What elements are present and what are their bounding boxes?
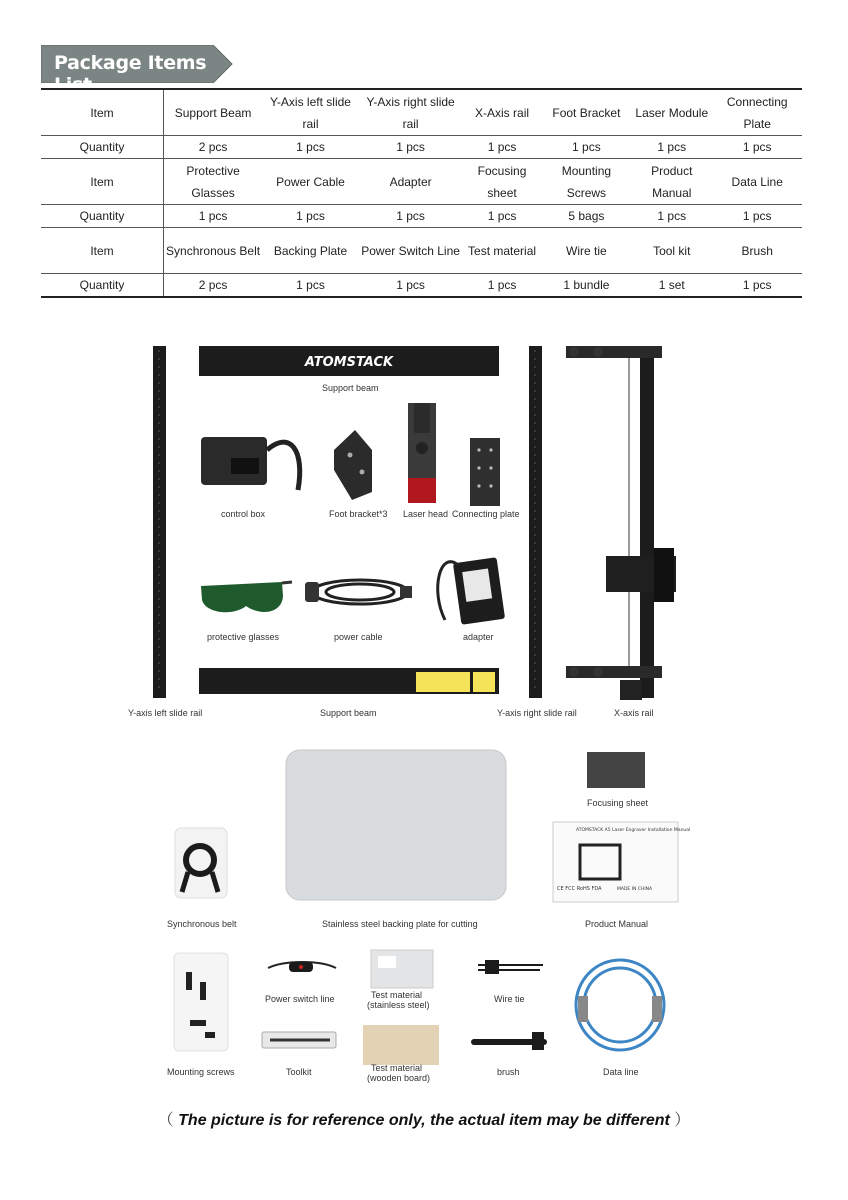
note-open-paren: （ [157, 1112, 174, 1129]
quantity-cell: 1 pcs [542, 136, 631, 159]
mounting-screws-image [174, 953, 228, 1051]
item-name-cell: Protective Glasses [164, 159, 263, 205]
quantity-cell: 2 pcs [164, 136, 263, 159]
focusing-sheet-image [587, 752, 645, 788]
item-name-cell: Tool kit [631, 228, 712, 274]
quantity-row [41, 136, 802, 159]
item-name-cell: Data Line [712, 159, 802, 205]
synchronous-belt-image [175, 828, 227, 898]
item-name-cell: Adapter [359, 159, 463, 205]
package-items-table [41, 88, 802, 298]
toolkit-image [262, 1032, 336, 1048]
caption-wire-tie: Wire tie [494, 994, 525, 1004]
x-axis-rail-image [566, 346, 676, 700]
quantity-cell: 1 set [631, 274, 712, 298]
caption-control-box: control box [221, 509, 266, 519]
manual-made-text: MADE IN CHINA [617, 887, 653, 892]
quantity-cell: 5 bags [542, 205, 631, 228]
caption-test-material-wood-sub: (wooden board) [367, 1073, 431, 1083]
quantity-cell: 1 pcs [712, 136, 802, 159]
quantity-cell: 1 pcs [262, 274, 359, 298]
quantity-cell: 1 pcs [462, 274, 541, 298]
item-name-cell: Y-Axis left slide rail [262, 89, 359, 136]
caption-data-line: Data line [603, 1067, 639, 1077]
quantity-cell: 1 pcs [262, 136, 359, 159]
quantity-cell: 1 pcs [359, 274, 463, 298]
manual-marks-text: CE FCC RoHS FDA [557, 886, 602, 892]
item-name-cell: Mounting Screws [542, 159, 631, 205]
disclaimer-note [0, 1107, 848, 1130]
quantity-cell: 1 pcs [359, 205, 463, 228]
quantity-cell: 1 pcs [359, 136, 463, 159]
backing-plate-image [286, 750, 506, 900]
quantity-row [41, 274, 802, 298]
item-name-cell: Focusing sheet [462, 159, 541, 205]
note-close-paren: ） [674, 1112, 691, 1129]
item-name-cell: Product Manual [631, 159, 712, 205]
quantity-cell: 1 bundle [542, 274, 631, 298]
support-beam-bottom-image [199, 668, 499, 694]
item-name-cell: Test material [462, 228, 541, 274]
item-name-cell: Support Beam [164, 89, 263, 136]
item-name-cell: Power Cable [262, 159, 359, 205]
product-manual-image [553, 822, 690, 902]
item-name-cell: Power Switch Line [359, 228, 463, 274]
wire-tie-image [478, 960, 543, 974]
protective-glasses-image [201, 582, 292, 612]
test-material-steel-image [371, 950, 433, 988]
adapter-image [438, 557, 505, 625]
brand-logo: ATOMSTACK [304, 355, 394, 370]
foot-bracket-image [334, 430, 372, 500]
item-row [41, 89, 802, 136]
caption-laser-head: Laser head [403, 509, 449, 519]
row-label: Quantity [41, 136, 164, 159]
manual-title-text: ATOMSTACK A5 Laser Engraver Installation Manual [576, 828, 691, 833]
row-label: Item [41, 159, 164, 205]
caption-support-beam-bottom: Support beam [320, 708, 377, 718]
caption-synchronous-belt: Synchronous belt [167, 919, 237, 929]
row-label: Item [41, 89, 164, 136]
caption-power-cable: power cable [334, 632, 383, 642]
note-text: The picture is for reference only, the actual item may be different [178, 1112, 670, 1129]
brush-image [471, 1032, 547, 1050]
caption-y-right-rail: Y-axis right slide rail [497, 708, 577, 718]
caption-mounting-screws: Mounting screws [167, 1067, 235, 1077]
quantity-row [41, 205, 802, 228]
quantity-cell: 1 pcs [262, 205, 359, 228]
caption-y-left-rail: Y-axis left slide rail [128, 708, 203, 718]
item-name-cell: X-Axis rail [462, 89, 541, 136]
quantity-cell: 1 pcs [462, 205, 541, 228]
caption-x-axis-rail: X-axis rail [614, 708, 654, 718]
page-title: Package Items List [54, 52, 207, 96]
caption-test-material-steel: Test material [371, 990, 423, 1000]
quantity-cell: 1 pcs [712, 274, 802, 298]
item-name-cell: Laser Module [631, 89, 712, 136]
y-axis-left-rail-image [153, 346, 166, 698]
item-name-cell: Brush [712, 228, 802, 274]
quantity-cell: 2 pcs [164, 274, 263, 298]
item-name-cell: Y-Axis right slide rail [359, 89, 463, 136]
caption-brush: brush [497, 1067, 520, 1077]
title-banner [41, 45, 231, 96]
caption-foot-bracket: Foot bracket*3 [329, 509, 388, 519]
row-label: Quantity [41, 274, 164, 298]
connecting-plate-image [470, 438, 500, 506]
caption-product-manual: Product Manual [585, 919, 649, 929]
quantity-cell: 1 pcs [164, 205, 263, 228]
quantity-cell: 1 pcs [631, 205, 712, 228]
caption-support-beam-top: Support beam [322, 383, 379, 393]
item-row [41, 228, 802, 274]
item-name-cell: Synchronous Belt [164, 228, 263, 274]
caption-test-material-steel-sub: (stainless steel) [367, 1000, 430, 1010]
quantity-cell: 1 pcs [712, 205, 802, 228]
power-cable-image [305, 580, 412, 604]
item-name-cell: Wire tie [542, 228, 631, 274]
caption-test-material-wood: Test material [371, 1063, 423, 1073]
item-name-cell: Connecting Plate [712, 89, 802, 136]
caption-focusing-sheet: Focusing sheet [587, 798, 649, 808]
caption-power-switch-line: Power switch line [265, 994, 335, 1004]
power-switch-line-image [268, 962, 336, 972]
control-box-image [201, 437, 300, 490]
y-axis-right-rail-image [529, 346, 542, 698]
support-beam-top-image [199, 346, 499, 376]
caption-protective-glasses: protective glasses [207, 632, 280, 642]
item-row [41, 159, 802, 205]
caption-toolkit: Toolkit [286, 1067, 312, 1077]
laser-head-image [408, 403, 436, 503]
caption-backing-plate: Stainless steel backing plate for cutting [322, 919, 478, 929]
item-name-cell: Backing Plate [262, 228, 359, 274]
test-material-wood-image [363, 1025, 439, 1065]
row-label: Item [41, 228, 164, 274]
row-label: Quantity [41, 205, 164, 228]
caption-connecting-plate: Connecting plate [452, 509, 520, 519]
item-name-cell: Foot Bracket [542, 89, 631, 136]
quantity-cell: 1 pcs [631, 136, 712, 159]
data-line-image [576, 960, 664, 1050]
quantity-cell: 1 pcs [462, 136, 541, 159]
caption-adapter: adapter [463, 632, 494, 642]
